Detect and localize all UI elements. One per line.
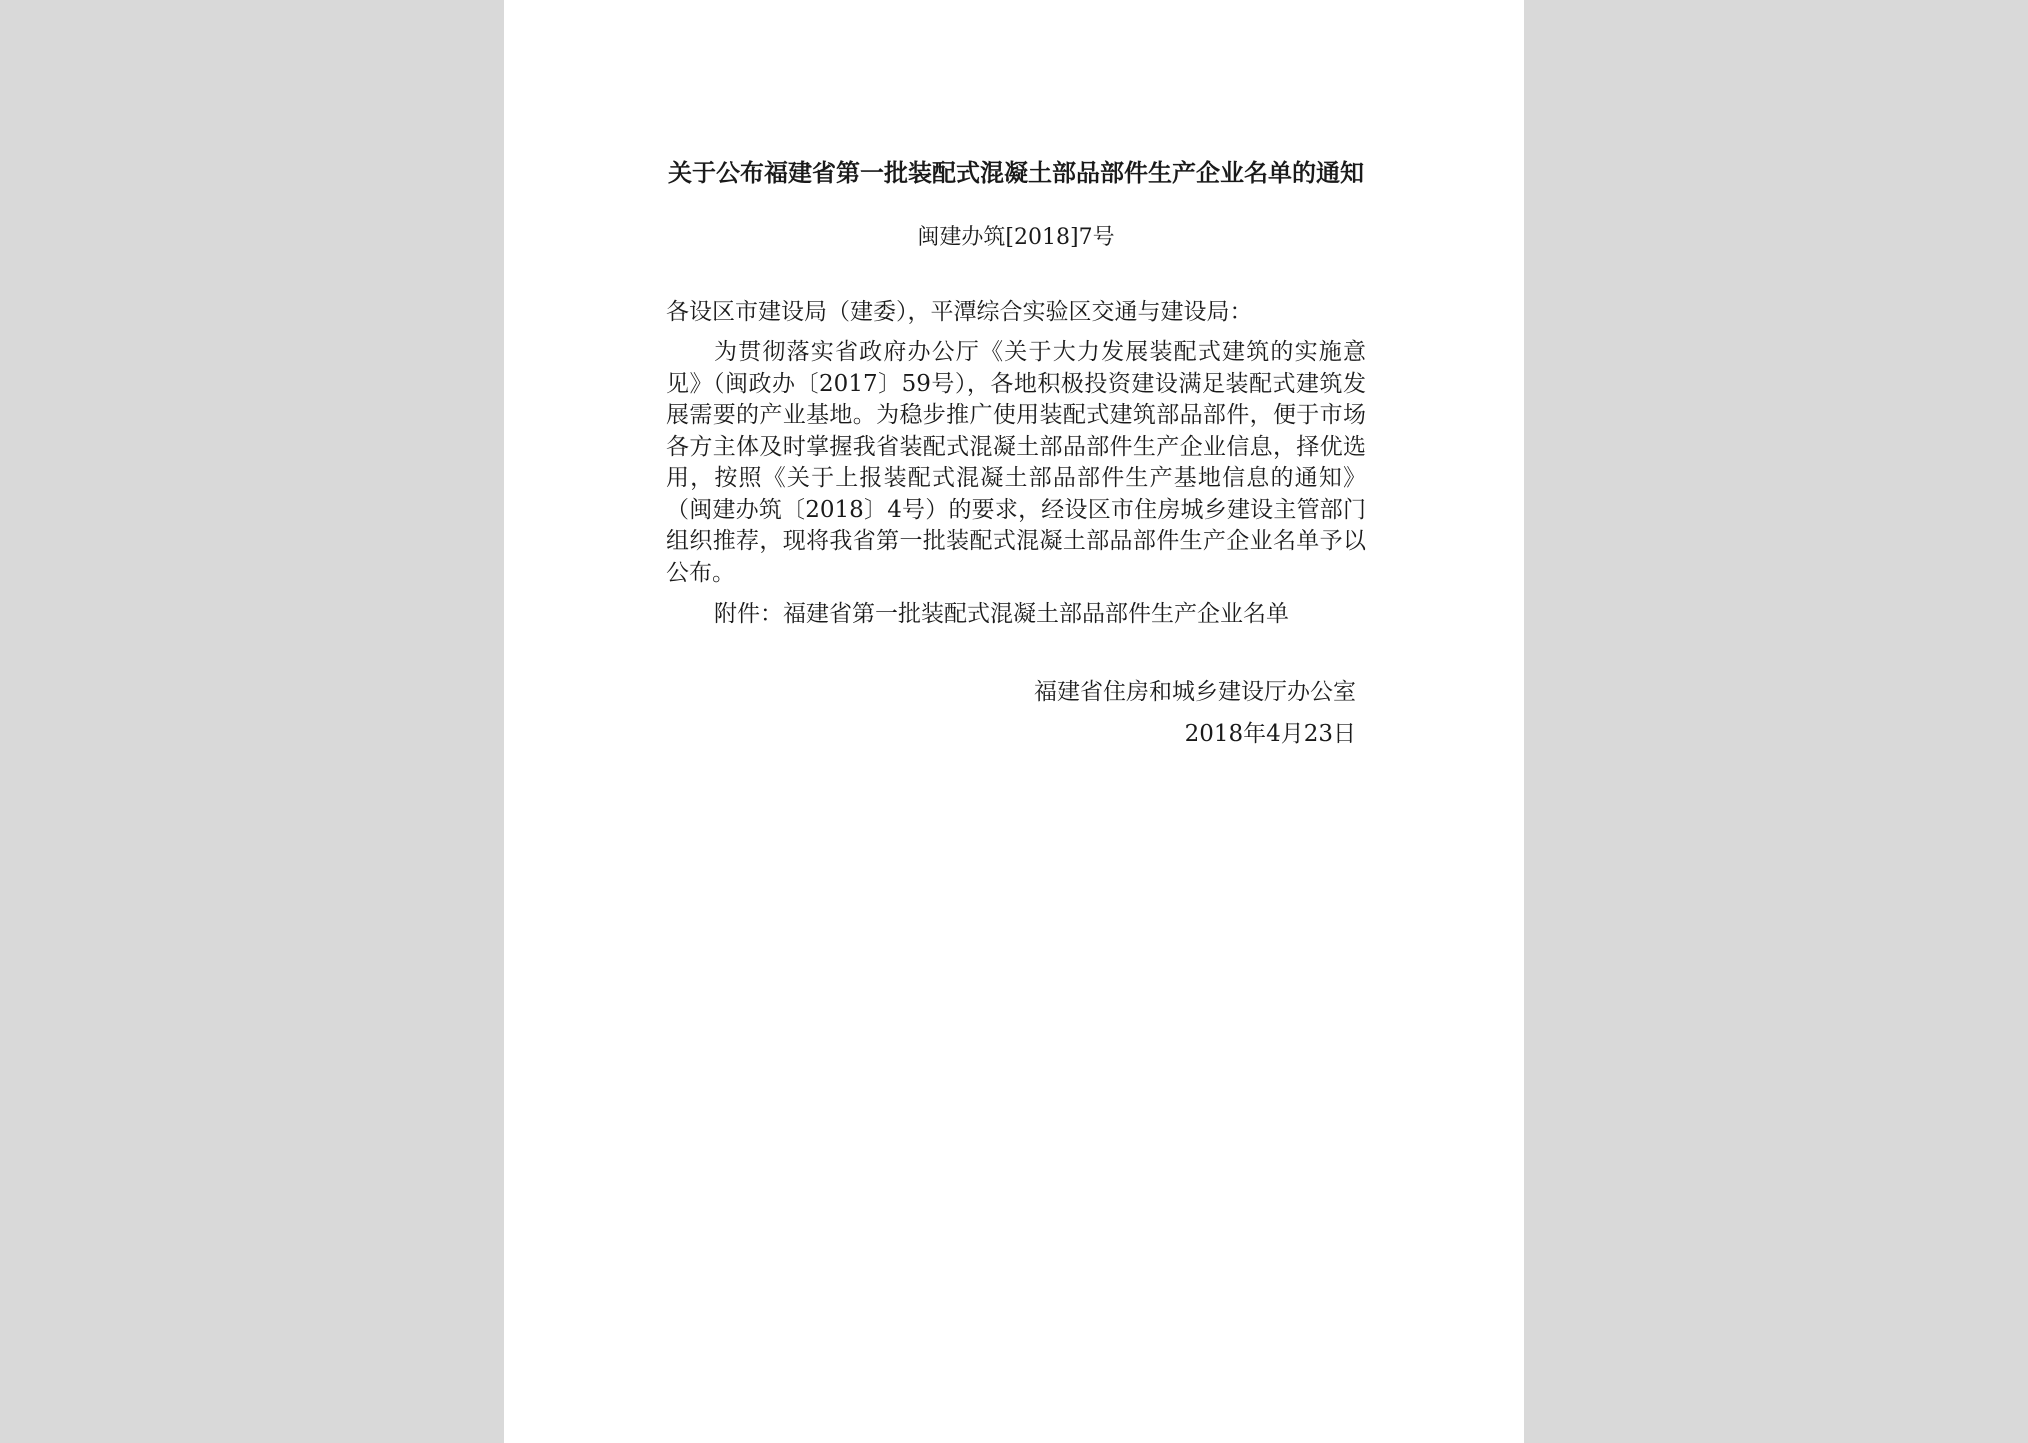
body-paragraph: 为贯彻落实省政府办公厅《关于大力发展装配式建筑的实施意见》（闽政办〔2017〕59号），各地积极投资建设满足装配式建筑发展需要的产业基地。为稳步推广使用装配式建筑部品部件，便于市场各方主体及时掌握我省装配式混凝土部品部件生产企业信息，择优选用，按照《关于上报装配式混凝土部品部件生产基地信息的通知》（闽建办筑〔2018〕4号）的要求，经设区市住房城乡建设主管部门组织推荐，现将我省第一批装配式混凝土部品部件生产企业名单予以公布。: [666, 339, 1366, 586]
attachment-line: 附件：福建省第一批装配式混凝土部品部件生产企业名单: [714, 601, 1289, 627]
document-title: 关于公布福建省第一批装配式混凝土部品部件生产企业名单的通知: [668, 158, 1364, 187]
document-page: [504, 0, 1524, 1443]
issuer: 福建省住房和城乡建设厅办公室: [1034, 679, 1356, 705]
document-content: [666, 155, 1366, 755]
document-number: 闽建办筑[2018]7号: [917, 225, 1115, 250]
issue-date: 2018年4月23日: [1184, 721, 1356, 747]
signature-block: [666, 671, 1366, 755]
salutation: 各设区市建设局（建委），平潭综合实验区交通与建设局：: [666, 299, 1253, 325]
